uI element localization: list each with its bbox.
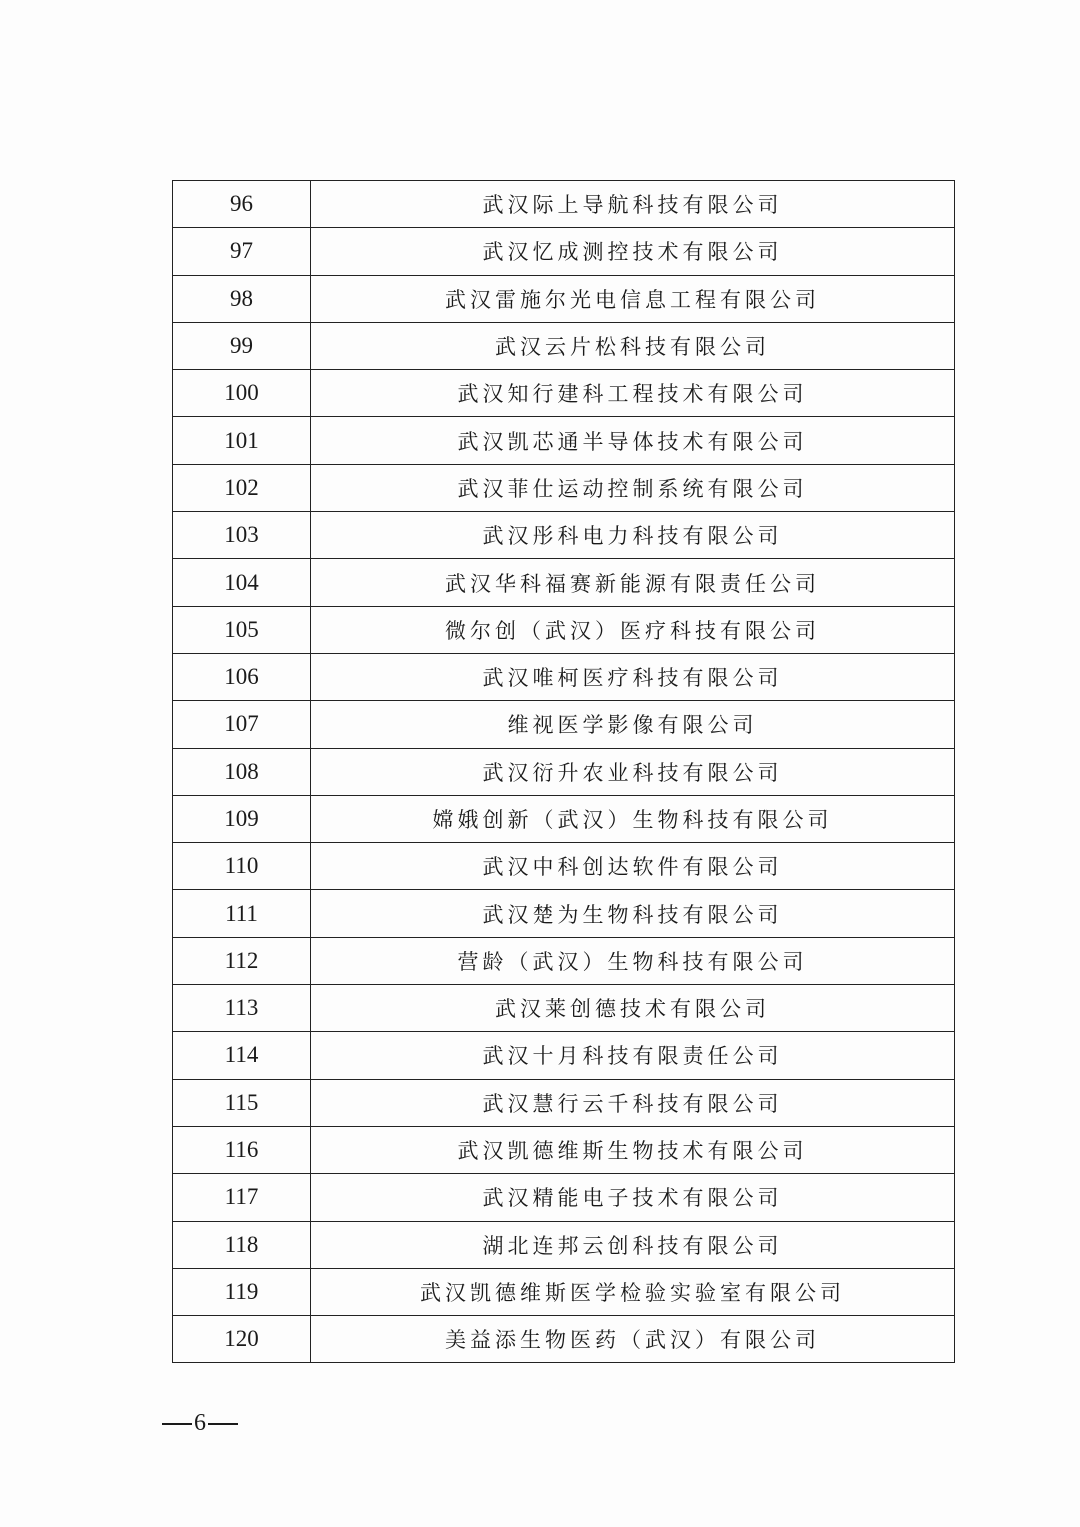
- row-number-cell: 97: [173, 228, 311, 275]
- row-number-cell: 115: [173, 1079, 311, 1126]
- table-row: [173, 1126, 955, 1173]
- table-row: [173, 181, 955, 228]
- company-list-table: [172, 180, 955, 1363]
- company-name-cell: 武汉莱创德技术有限公司: [311, 985, 955, 1032]
- row-number-cell: 106: [173, 653, 311, 700]
- row-number-cell: 103: [173, 512, 311, 559]
- table-row: [173, 1079, 955, 1126]
- page-number-footer: [160, 1410, 240, 1437]
- row-number-cell: 117: [173, 1174, 311, 1221]
- table-row: [173, 1268, 955, 1315]
- company-name-cell: 武汉精能电子技术有限公司: [311, 1174, 955, 1221]
- table-row: [173, 795, 955, 842]
- company-name-cell: 营龄（武汉）生物科技有限公司: [311, 937, 955, 984]
- dash-right: [208, 1423, 238, 1425]
- table-row: [173, 653, 955, 700]
- table-row: [173, 985, 955, 1032]
- company-name-cell: 武汉慧行云千科技有限公司: [311, 1079, 955, 1126]
- row-number-cell: 108: [173, 748, 311, 795]
- table-row: [173, 890, 955, 937]
- table-row: [173, 937, 955, 984]
- company-name-cell: 武汉云片松科技有限公司: [311, 322, 955, 369]
- company-name-cell: 武汉知行建科工程技术有限公司: [311, 370, 955, 417]
- row-number-cell: 109: [173, 795, 311, 842]
- company-name-cell: 武汉凯德维斯生物技术有限公司: [311, 1126, 955, 1173]
- table-row: [173, 464, 955, 511]
- row-number-cell: 105: [173, 606, 311, 653]
- table-row: [173, 370, 955, 417]
- company-name-cell: 武汉凯德维斯医学检验实验室有限公司: [311, 1268, 955, 1315]
- company-name-cell: 武汉际上导航科技有限公司: [311, 181, 955, 228]
- row-number-cell: 119: [173, 1268, 311, 1315]
- company-name-cell: 美益添生物医药（武汉）有限公司: [311, 1316, 955, 1363]
- table-row: [173, 748, 955, 795]
- company-name-cell: 嫦娥创新（武汉）生物科技有限公司: [311, 795, 955, 842]
- table-row: [173, 1316, 955, 1363]
- table-row: [173, 1221, 955, 1268]
- row-number-cell: 96: [173, 181, 311, 228]
- row-number-cell: 111: [173, 890, 311, 937]
- row-number-cell: 100: [173, 370, 311, 417]
- company-name-cell: 武汉华科福赛新能源有限责任公司: [311, 559, 955, 606]
- row-number-cell: 113: [173, 985, 311, 1032]
- company-name-cell: 武汉十月科技有限责任公司: [311, 1032, 955, 1079]
- table-row: [173, 843, 955, 890]
- row-number-cell: 120: [173, 1316, 311, 1363]
- table-row: [173, 275, 955, 322]
- company-name-cell: 武汉唯柯医疗科技有限公司: [311, 653, 955, 700]
- table-row: [173, 322, 955, 369]
- company-name-cell: 武汉凯芯通半导体技术有限公司: [311, 417, 955, 464]
- company-name-cell: 武汉衍升农业科技有限公司: [311, 748, 955, 795]
- table-row: [173, 1032, 955, 1079]
- table-row: [173, 559, 955, 606]
- row-number-cell: 112: [173, 937, 311, 984]
- row-number-cell: 101: [173, 417, 311, 464]
- row-number-cell: 114: [173, 1032, 311, 1079]
- row-number-cell: 118: [173, 1221, 311, 1268]
- table-row: [173, 228, 955, 275]
- table-row: [173, 417, 955, 464]
- table-row: [173, 606, 955, 653]
- company-name-cell: 武汉楚为生物科技有限公司: [311, 890, 955, 937]
- row-number-cell: 104: [173, 559, 311, 606]
- company-name-cell: 维视医学影像有限公司: [311, 701, 955, 748]
- table-body: [173, 181, 955, 1363]
- row-number-cell: 110: [173, 843, 311, 890]
- company-name-cell: 武汉雷施尔光电信息工程有限公司: [311, 275, 955, 322]
- row-number-cell: 99: [173, 322, 311, 369]
- company-name-cell: 武汉彤科电力科技有限公司: [311, 512, 955, 559]
- row-number-cell: 102: [173, 464, 311, 511]
- table-row: [173, 512, 955, 559]
- company-name-cell: 湖北连邦云创科技有限公司: [311, 1221, 955, 1268]
- row-number-cell: 107: [173, 701, 311, 748]
- company-name-cell: 武汉菲仕运动控制系统有限公司: [311, 464, 955, 511]
- company-name-cell: 武汉中科创达软件有限公司: [311, 843, 955, 890]
- company-name-cell: 微尔创（武汉）医疗科技有限公司: [311, 606, 955, 653]
- table-row: [173, 1174, 955, 1221]
- row-number-cell: 116: [173, 1126, 311, 1173]
- row-number-cell: 98: [173, 275, 311, 322]
- dash-left: [162, 1423, 192, 1425]
- page-number: 6: [194, 1410, 206, 1436]
- company-name-cell: 武汉忆成测控技术有限公司: [311, 228, 955, 275]
- table-row: [173, 701, 955, 748]
